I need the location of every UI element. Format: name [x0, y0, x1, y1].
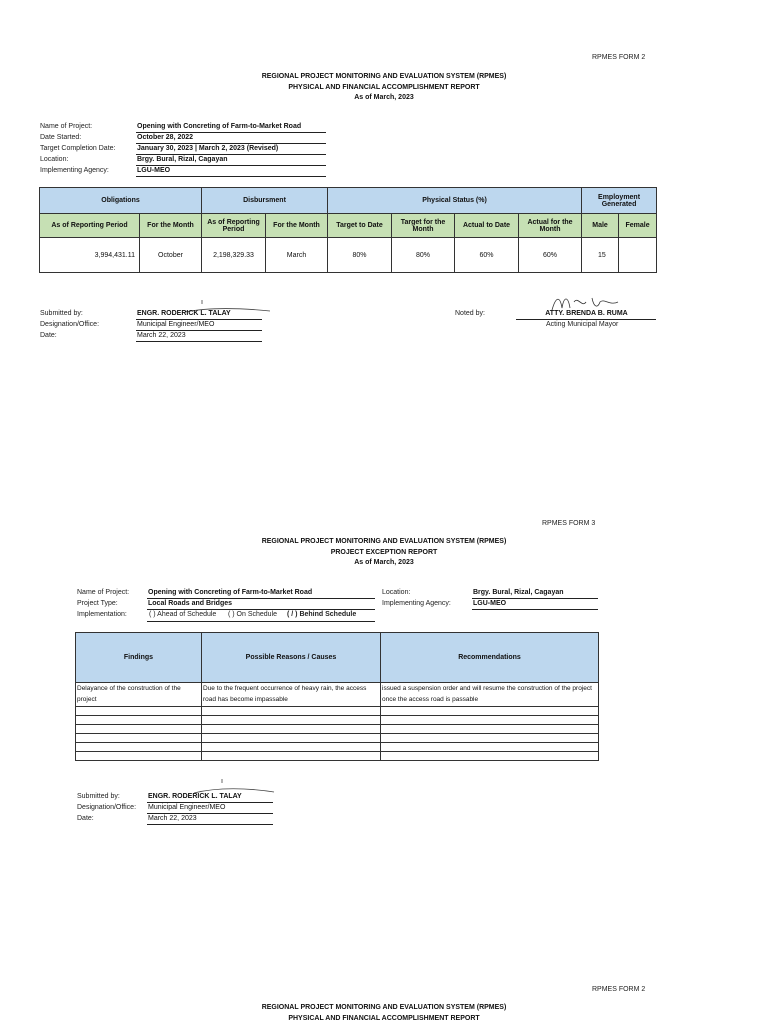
cell-disbursement-month: March [266, 238, 328, 273]
table-row [76, 707, 599, 716]
label-date-started: Date Started: [40, 134, 82, 141]
submitted-name: ENGR. RODERICK L. TALAY [147, 792, 273, 803]
value-project-type: Local Roads and Bridges [147, 599, 375, 610]
subheader: Actual for the Month [519, 214, 582, 238]
header-disbursement: Disbursment [202, 188, 328, 214]
form3-title: REGIONAL PROJECT MONITORING AND EVALUATION SYSTEM (RPMES) PROJECT EXCEPTION REPORT As of March, 2023 [261, 538, 507, 566]
label-project-name: Name of Project: [40, 123, 93, 130]
exception-table [75, 632, 599, 761]
table-row [76, 743, 599, 752]
label-location: Location: [382, 589, 411, 596]
option-on-schedule: ( ) On Schedule [228, 611, 278, 618]
form2b-title: REGIONAL PROJECT MONITORING AND EVALUATION SYSTEM (RPMES) PHYSICAL AND FINANCIAL ACCOMPLISHMENT REPORT [261, 1004, 507, 1022]
cell-female [619, 238, 657, 273]
label-implementing-agency: Implementing Agency: [382, 600, 451, 607]
subheader: As of Reporting Period [40, 214, 140, 238]
noted-name: ATTY. BRENDA B. RUMA [516, 309, 656, 320]
subheader: Actual to Date [455, 214, 519, 238]
accomplishment-table [39, 187, 657, 273]
label-implementing-agency: Implementing Agency: [40, 167, 109, 174]
table-row [76, 725, 599, 734]
subheader: For the Month [266, 214, 328, 238]
form2-number: RPMES FORM 2 [592, 54, 646, 61]
value-implementing-agency: LGU-MEO [136, 166, 326, 177]
implementation-underline [147, 621, 375, 622]
form2-title: REGIONAL PROJECT MONITORING AND EVALUATION SYSTEM (RPMES) PHYSICAL AND FINANCIAL ACCOMPLISHMENT REPORT As of March, 2023 [261, 73, 507, 101]
cell-disbursement-reporting: 2,198,329.33 [202, 238, 266, 273]
subheader: For the Month [140, 214, 202, 238]
table-row [76, 734, 599, 743]
label-date: Date: [77, 815, 94, 822]
label-project-type: Project Type: [77, 600, 118, 607]
form3-number: RPMES FORM 3 [542, 520, 596, 527]
label-designation: Designation/Office: [77, 804, 137, 811]
subheader: Female [619, 214, 657, 238]
cell-recommendation: issued a suspension order and will resume the construction of the project once the access road is passable [381, 683, 599, 707]
label-noted-by: Noted by: [455, 310, 485, 317]
table-row [76, 716, 599, 725]
cell-target-to-date: 80% [328, 238, 392, 273]
subheader: Target to Date [328, 214, 392, 238]
cell-obligation-reporting: 3,994,431.11 [40, 238, 140, 273]
header-physical-status: Physical Status (%) [328, 188, 582, 214]
cell-male: 15 [582, 238, 619, 273]
value-date-started: October 28, 2022 [136, 133, 326, 144]
header-recommendations: Recommendations [381, 633, 599, 683]
label-submitted-by: Submitted by: [40, 310, 83, 317]
submitted-designation: Municipal Engineer/MEO [147, 803, 273, 814]
value-location: Brgy. Bural, Rizal, Cagayan [136, 155, 326, 166]
form2b-number: RPMES FORM 2 [592, 986, 646, 993]
label-date: Date: [40, 332, 57, 339]
header-employment: Employment Generated [582, 188, 657, 214]
label-project-name: Name of Project: [77, 589, 130, 596]
cell-obligation-month: October [140, 238, 202, 273]
noted-title: Acting Municipal Mayor [546, 321, 619, 328]
cell-reason: Due to the frequent occurrence of heavy rain, the access road has become impassable [202, 683, 381, 707]
cell-target-month: 80% [392, 238, 455, 273]
submitted-date: March 22, 2023 [147, 814, 273, 825]
value-target-completion: January 30, 2023 | March 2, 2023 (Revised) [136, 144, 326, 155]
cell-actual-to-date: 60% [455, 238, 519, 273]
label-submitted-by: Submitted by: [77, 793, 120, 800]
label-designation: Designation/Office: [40, 321, 100, 328]
subheader: Target for the Month [392, 214, 455, 238]
table-row [76, 683, 599, 707]
value-implementing-agency: LGU-MEO [472, 599, 598, 610]
value-project-name: Opening with Concreting of Farm-to-Market Road [136, 122, 326, 133]
header-reasons: Possible Reasons / Causes [202, 633, 381, 683]
submitted-designation: Municipal Engineer/MEO [136, 320, 262, 331]
submitted-date: March 22, 2023 [136, 331, 262, 342]
table-row [40, 238, 657, 273]
label-location: Location: [40, 156, 69, 163]
subheader: Male [582, 214, 619, 238]
option-behind-schedule: ( / ) Behind Schedule [287, 611, 357, 618]
table-row [76, 752, 599, 761]
option-ahead-of-schedule: ( ) Ahead of Schedule [149, 611, 217, 618]
submitted-name: ENGR. RODERICK L. TALAY [136, 309, 262, 320]
subheader: As of Reporting Period [202, 214, 266, 238]
label-implementation: Implementation: [77, 611, 127, 618]
header-findings: Findings [76, 633, 202, 683]
value-location: Brgy. Bural, Rizal, Cagayan [472, 588, 598, 599]
cell-finding: Delayance of the construction of the project [76, 683, 202, 707]
label-target-completion: Target Completion Date: [40, 145, 116, 152]
cell-actual-month: 60% [519, 238, 582, 273]
header-obligations: Obligations [40, 188, 202, 214]
value-project-name: Opening with Concreting of Farm-to-Market Road [147, 588, 375, 599]
